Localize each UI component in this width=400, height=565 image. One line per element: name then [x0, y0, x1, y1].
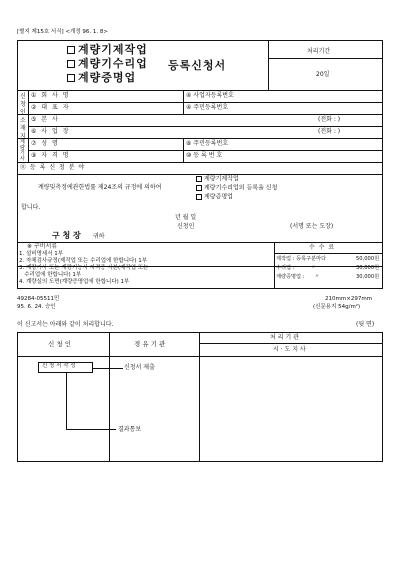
form-frame-lower	[17, 267, 383, 289]
document-item: 1. 설비명세서 1부	[19, 251, 64, 257]
processing-period-label: 처리기간	[307, 48, 331, 55]
applicant-line: 신청인	[177, 223, 195, 230]
tech-name-label: ⑦ 성 명	[31, 140, 60, 147]
headquarters-label: ⑤ 본 사	[31, 116, 60, 123]
date-line: 년 월 일	[175, 214, 197, 221]
document-item: 수리업에 한합니다) 1부	[19, 272, 82, 278]
statement-text: 계량및측정에관한법률 제24조의 규정에 의하여	[38, 184, 162, 191]
checkbox-icon[interactable]	[67, 74, 75, 82]
representative-label: ② 대 표 자	[31, 104, 70, 111]
fee-row-amount: 50,000원	[356, 256, 380, 262]
section-location: 소재지	[20, 117, 26, 140]
title-item-certification: 계량증명업	[67, 72, 136, 83]
checkbox-icon[interactable]	[196, 185, 202, 191]
fee-row-amount: 30,000원	[356, 265, 380, 271]
tech-qualification-label: ⑨ 자 격 명	[31, 152, 70, 159]
form-title-suffix: 등록신청서	[168, 59, 227, 72]
resident-reg-no-label: ④ 주민등록번호	[186, 104, 229, 111]
company-name-label: ① 회 사 명	[31, 92, 70, 99]
checkbox-icon[interactable]	[196, 176, 202, 182]
option-certification: 계량증명업	[196, 194, 233, 201]
business-reg-no-label: ④ 사업자등록번호	[186, 92, 234, 99]
registration-field-label: ⑪ 등 록 신 청 분 야	[20, 164, 86, 171]
footer-code: 49284-05511민	[17, 296, 60, 302]
section-applicant: 신청인	[20, 93, 26, 116]
fee-heading: 수 수 료	[309, 244, 336, 251]
documents-heading: ※ 구비서류	[27, 243, 58, 250]
process-intro: 이 신고서는 아래와 같이 처리합니다.	[17, 321, 114, 328]
tech-registration-no-label: ⑩ 등 록 번 호	[186, 152, 223, 159]
title-item-manufacture: 계량기제작업	[67, 44, 148, 55]
addressee-suffix: 귀하	[93, 233, 105, 240]
back-side-label: (뒷 면)	[356, 321, 375, 328]
column-applicant: 신 청 인	[48, 340, 71, 348]
column-processing-agency: 처 리 기 관	[270, 334, 299, 341]
footer-paper: (신문용지 54g/m²)	[313, 304, 361, 310]
workplace-phone: (전화 : )	[318, 128, 341, 135]
sign-label: (서명 또는 도장)	[290, 223, 334, 230]
footer-approval: 95. 6. 24. 승인	[17, 304, 56, 310]
document-item: 4. 계량실의 도면(계량증명업에 한합니다) 1부	[19, 279, 130, 285]
flow-box-label: 신 청 서 작 성	[42, 363, 76, 369]
headquarters-phone: (전화 : )	[318, 116, 341, 123]
footer-size: 210mm×297mm	[325, 296, 373, 302]
section-technician: 계량기사	[20, 139, 25, 162]
tech-resident-no-label: ⑧ 주민등록번호	[186, 140, 229, 147]
column-via-agency: 경 유 기 관	[134, 340, 166, 348]
flow-step-submit: 신청서 제출	[124, 364, 155, 371]
title-item-repair: 계량기수리업	[67, 58, 148, 69]
fee-row-amount: 30,000원	[356, 274, 380, 280]
document-item: 3. 계량기사 또는 계량기능사 자격증 사본(제작업 또는	[19, 265, 149, 271]
column-governor: 시 · 도 지 사	[273, 346, 306, 353]
addressee: 구 청 장	[52, 231, 81, 240]
fee-row-label: 계량증명업 : 〃	[276, 274, 320, 280]
option-repair: 계량기수리업의 등록을 신청	[196, 185, 277, 192]
document-item: 2. 자체검사규정(제작업 또는 수리업에 한합니다) 1부	[19, 258, 148, 264]
fee-row-label: 수리업 : 〃	[276, 265, 317, 271]
checkbox-icon[interactable]	[67, 46, 75, 54]
flow-step-result: 결과통보	[118, 426, 142, 433]
fee-row-label: 제작업 : 등록구분마다	[276, 256, 327, 262]
process-table	[17, 332, 383, 462]
processing-period-value: 20일	[316, 71, 330, 78]
checkbox-icon[interactable]	[67, 60, 75, 68]
workplace-label: ⑥ 사 업 장	[31, 128, 70, 135]
checkbox-icon[interactable]	[196, 194, 202, 200]
form-number: [별지 제15호 서식] <개정 96. 1. 8>	[17, 29, 108, 35]
option-manufacture: 계량기제작업	[196, 176, 239, 183]
statement-end: 합니다.	[21, 204, 41, 211]
